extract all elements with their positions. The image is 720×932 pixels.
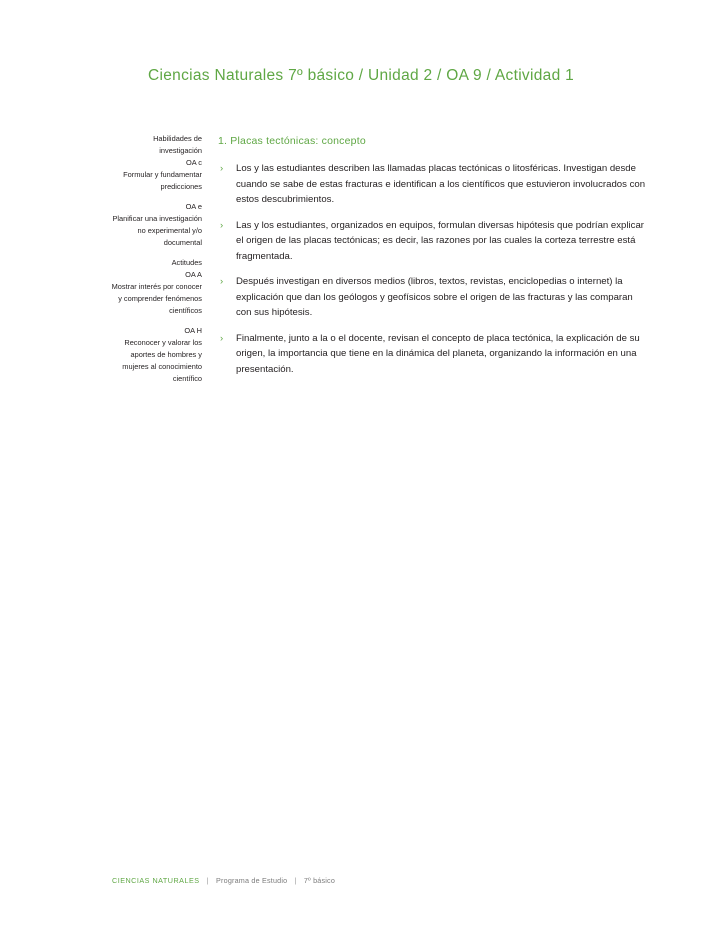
list-item-text: Después investigan en diversos medios (libros, textos, revistas, enciclopedias o internet) la explicación que dan los geólogos y geofísicos sobre el origen de las fracturas y las comparan con sus hipótesis. (236, 276, 633, 319)
sidebar-line: Mostrar interés por conocer (111, 281, 202, 291)
sidebar-block (60, 325, 202, 385)
sidebar-objective-code: OA A (185, 269, 202, 279)
sidebar-line: mujeres al conocimiento (122, 361, 202, 371)
sidebar-line: Habilidades de (153, 134, 202, 143)
footer-separator: | (294, 876, 297, 885)
chevron-right-icon: › (220, 332, 224, 344)
sidebar-line: aportes de hombres y (130, 349, 202, 359)
list-item (218, 274, 650, 321)
sidebar-line: Formular y fundamentar (123, 169, 202, 179)
section-title: Placas tectónicas: concepto (230, 135, 366, 147)
sidebar-objective-code: OA e (185, 201, 202, 211)
sidebar-line: Actitudes (171, 257, 202, 267)
footer-brand: CIENCIAS NATURALES (112, 876, 200, 885)
sidebar-block (60, 257, 202, 317)
page-title: Ciencias Naturales 7º básico / Unidad 2 / OA 9 / Actividad 1 (148, 67, 575, 84)
list-item-text: Finalmente, junto a la o el docente, revisan el concepto de placa tectónica, la explicación de su origen, la importancia que tiene en la dinámica del planeta, organizando la información en una presentación. (236, 332, 640, 375)
list-item-text: Las y los estudiantes, organizados en equipos, formulan diversas hipótesis que podrían explicar el origen de las placas tectónicas; es decir, las razones por las cuales la corteza terrestre está fragmentada. (236, 219, 644, 262)
main-content (218, 135, 650, 387)
sidebar-line: y comprender fenómenos (118, 293, 202, 303)
chevron-right-icon: › (220, 163, 224, 174)
chevron-right-icon: › (220, 276, 224, 288)
chevron-right-icon: › (220, 219, 224, 231)
section-number: 1. (218, 135, 228, 147)
sidebar-block (60, 201, 202, 249)
sidebar-line: Reconocer y valorar los (124, 337, 202, 347)
sidebar-line: documental (163, 237, 202, 247)
section-heading (218, 135, 650, 147)
page-footer (112, 876, 335, 885)
list-item (218, 331, 650, 378)
sidebar-line: investigación (159, 145, 202, 155)
list-item (218, 161, 650, 208)
list-item-text: Los y las estudiantes describen las llamadas placas tectónicas o litosféricas. Investigan desde cuando se sabe de estas fracturas e identifican a los científicos que estuvieron involucrados con estos descubrimientos. (236, 163, 646, 206)
sidebar-line: no experimental y/o (137, 225, 202, 235)
footer-separator: | (206, 876, 209, 885)
sidebar-line: científicos (169, 305, 202, 315)
list-item (218, 218, 650, 265)
sidebar-objective-code: OA c (185, 157, 202, 167)
sidebar-line: Planificar una investigación (112, 213, 202, 223)
activity-list (218, 161, 650, 377)
sidebar-line: predicciones (160, 181, 202, 191)
sidebar-line: científico (172, 373, 202, 383)
sidebar-objective-code: OA H (184, 325, 202, 335)
sidebar-objectives (60, 133, 202, 393)
sidebar-block (60, 133, 202, 193)
footer-program: Programa de Estudio (216, 876, 288, 885)
footer-level: 7º básico (303, 876, 336, 885)
